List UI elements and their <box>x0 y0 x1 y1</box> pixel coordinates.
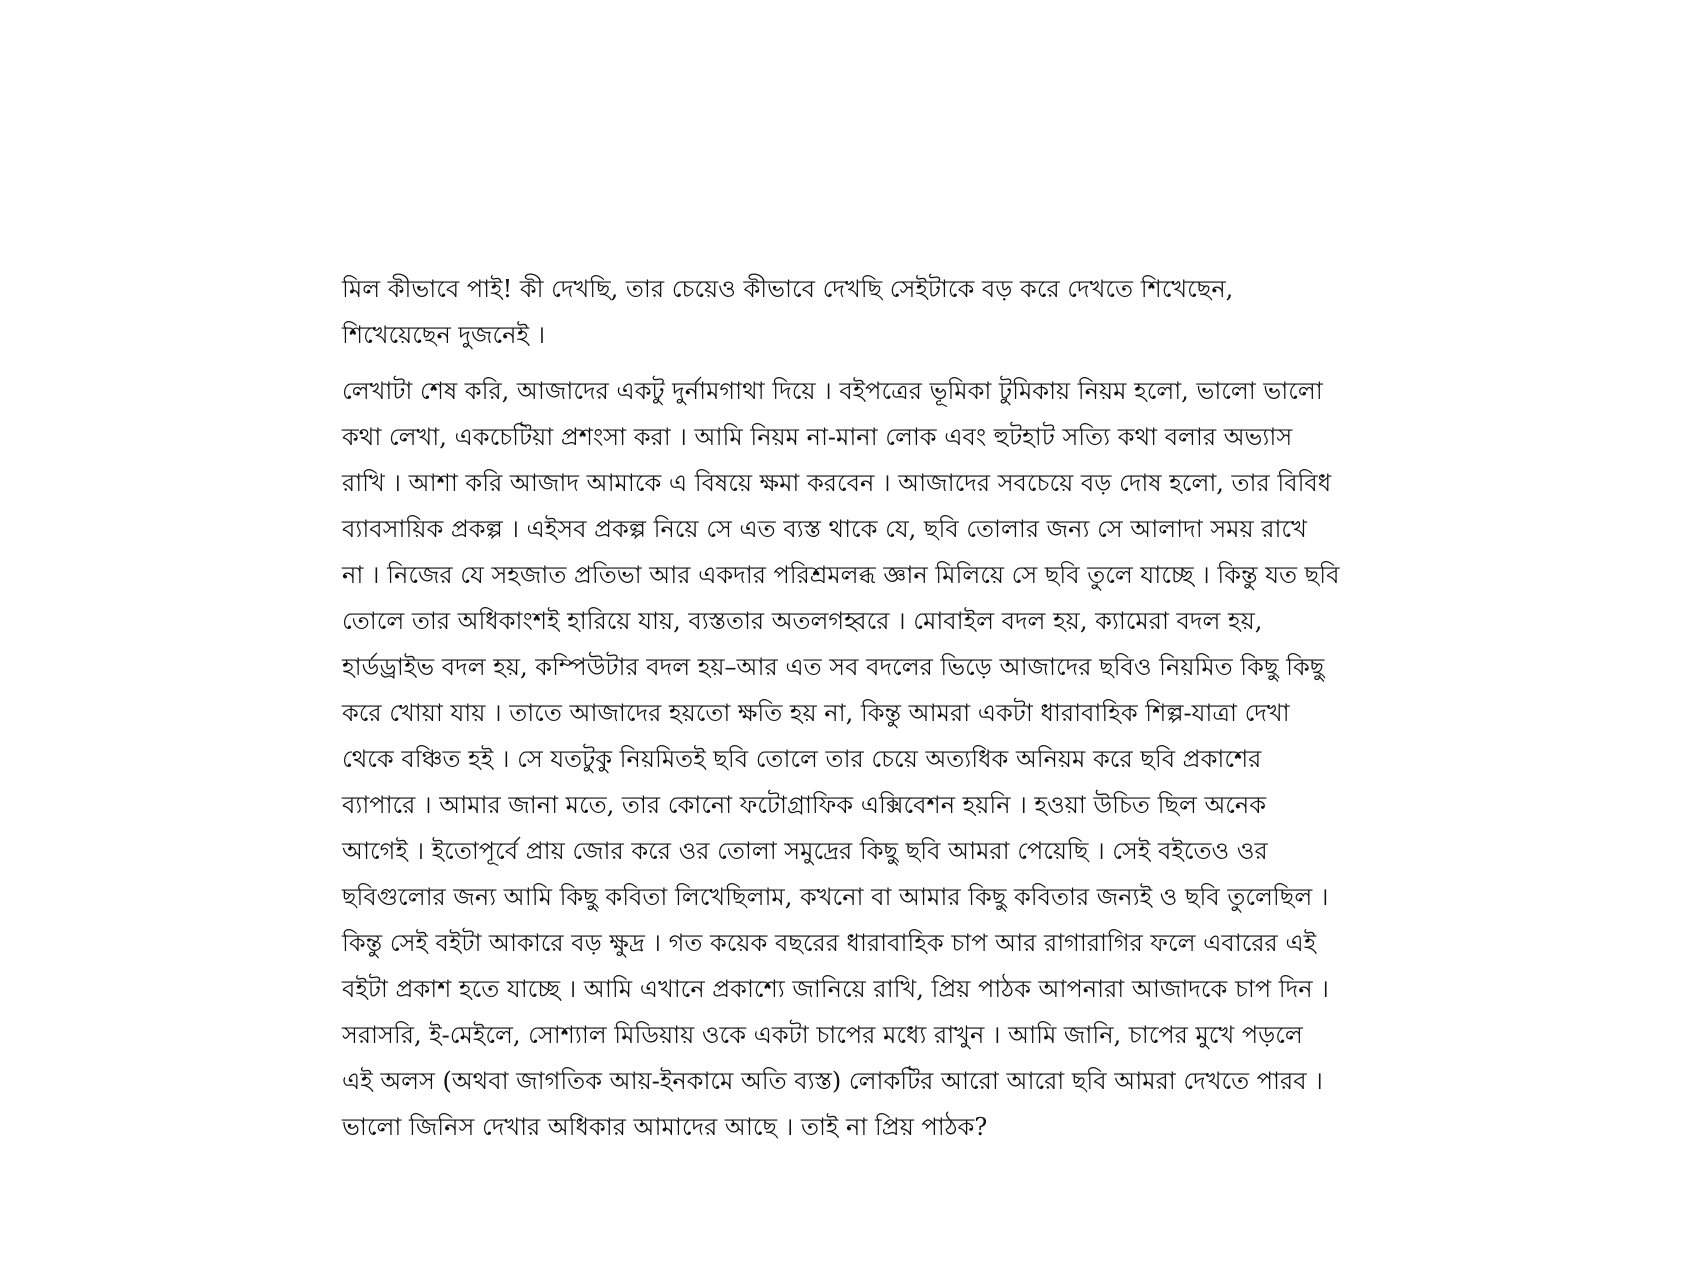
text-line: কথা লেখা, একচেটিয়া প্রশংসা করা । আমি নিয়ম না-মানা লোক এবং হুটহাট সত্যি কথা বলার অভ্যাস <box>342 423 1293 451</box>
paragraph-2 <box>342 368 1362 1150</box>
text-line: তোলে তার অধিকাংশই হারিয়ে যায়, ব্যস্ততার অতলগহ্বরে । মোবাইল বদল হয়, ক্যামেরা বদল হয়, <box>342 607 1263 635</box>
body-text <box>342 266 1362 1150</box>
text-line: না । নিজের যে সহজাত প্রতিভা আর একদার পরিশ্রমলব্ধ জ্ঞান মিলিয়ে সে ছবি তুলে যাচ্ছে । কিন্তু যত ছবি <box>342 561 1340 589</box>
text-line: এই অলস (অথবা জাগতিক আয়-ইনকামে অতি ব্যস্ত) লোকটির আরো আরো ছবি আমরা দেখতে পারব । <box>342 1067 1323 1095</box>
text-line: ছবিগুলোর জন্য আমি কিছু কবিতা লিখেছিলাম, কখনো বা আমার কিছু কবিতার জন্যই ও ছবি তুলেছিল । <box>342 883 1329 911</box>
text-line: আগেই । ইতোপূর্বে প্রায় জোর করে ওর তোলা সমুদ্রের কিছু ছবি আমরা পেয়েছি । সেই বইতেও ওর <box>342 837 1268 865</box>
text-line: ব্যাপারে । আমার জানা মতে, তার কোনো ফটোগ্রাফিক এক্সিবেশন হয়নি । হওয়া উচিত ছিল অনেক <box>342 791 1267 819</box>
text-line: বইটা প্রকাশ হতে যাচ্ছে । আমি এখানে প্রকাশ্যে জানিয়ে রাখি, প্রিয় পাঠক আপনারা আজাদকে চাপ দিন । <box>342 975 1329 1003</box>
text-line: হার্ডড্রাইভ বদল হয়, কম্পিউটার বদল হয়–আর এত সব বদলের ভিড়ে আজাদের ছবিও নিয়মিত কিছু কিছু <box>342 653 1325 681</box>
text-line: ব্যাবসায়িক প্রকল্প । এইসব প্রকল্প নিয়ে সে এত ব্যস্ত থাকে যে, ছবি তোলার জন্য সে আলাদা সময় রাখে <box>342 515 1307 543</box>
paragraph-gap <box>342 358 1362 368</box>
text-line: ভালো জিনিস দেখার অধিকার আমাদের আছে । তাই না প্রিয় পাঠক? <box>342 1113 988 1141</box>
text-line: রাখি । আশা করি আজাদ আমাকে এ বিষয়ে ক্ষমা করবেন । আজাদের সবচেয়ে বড় দোষ হলো, তার বিবিধ <box>342 469 1332 497</box>
text-line: থেকে বঞ্চিত হই । সে যতটুকু নিয়মিতই ছবি তোলে তার চেয়ে অত্যধিক অনিয়ম করে ছবি প্রকাশের <box>342 745 1262 773</box>
text-line: শিখেয়েছেন দুজনেই । <box>342 321 546 349</box>
text-line: কিন্তু সেই বইটা আকারে বড় ক্ষুদ্র । গত কয়েক বছরের ধারাবাহিক চাপ আর রাগারাগির ফলে এবারের এই <box>342 929 1317 957</box>
text-line: সরাসরি, ই-মেইলে, সোশ্যাল মিডিয়ায় ওকে একটা চাপের মধ্যে রাখুন । আমি জানি, চাপের মুখে পড়লে <box>342 1021 1303 1049</box>
text-line: করে খোয়া যায় । তাতে আজাদের হয়তো ক্ষতি হয় না, কিন্তু আমরা একটা ধারাবাহিক শিল্প-যাত্রা দেখা <box>342 699 1290 727</box>
paragraph-1 <box>342 266 1362 358</box>
text-line: লেখাটা শেষ করি, আজাদের একটু দুর্নামগাথা দিয়ে । বইপত্রের ভূমিকা টুমিকায় নিয়ম হলো, ভালো ভালো <box>342 377 1323 405</box>
text-line: মিল কীভাবে পাই! কী দেখছি, তার চেয়েও কীভাবে দেখছি সেইটাকে বড় করে দেখতে শিখেছেন, <box>342 275 1234 303</box>
